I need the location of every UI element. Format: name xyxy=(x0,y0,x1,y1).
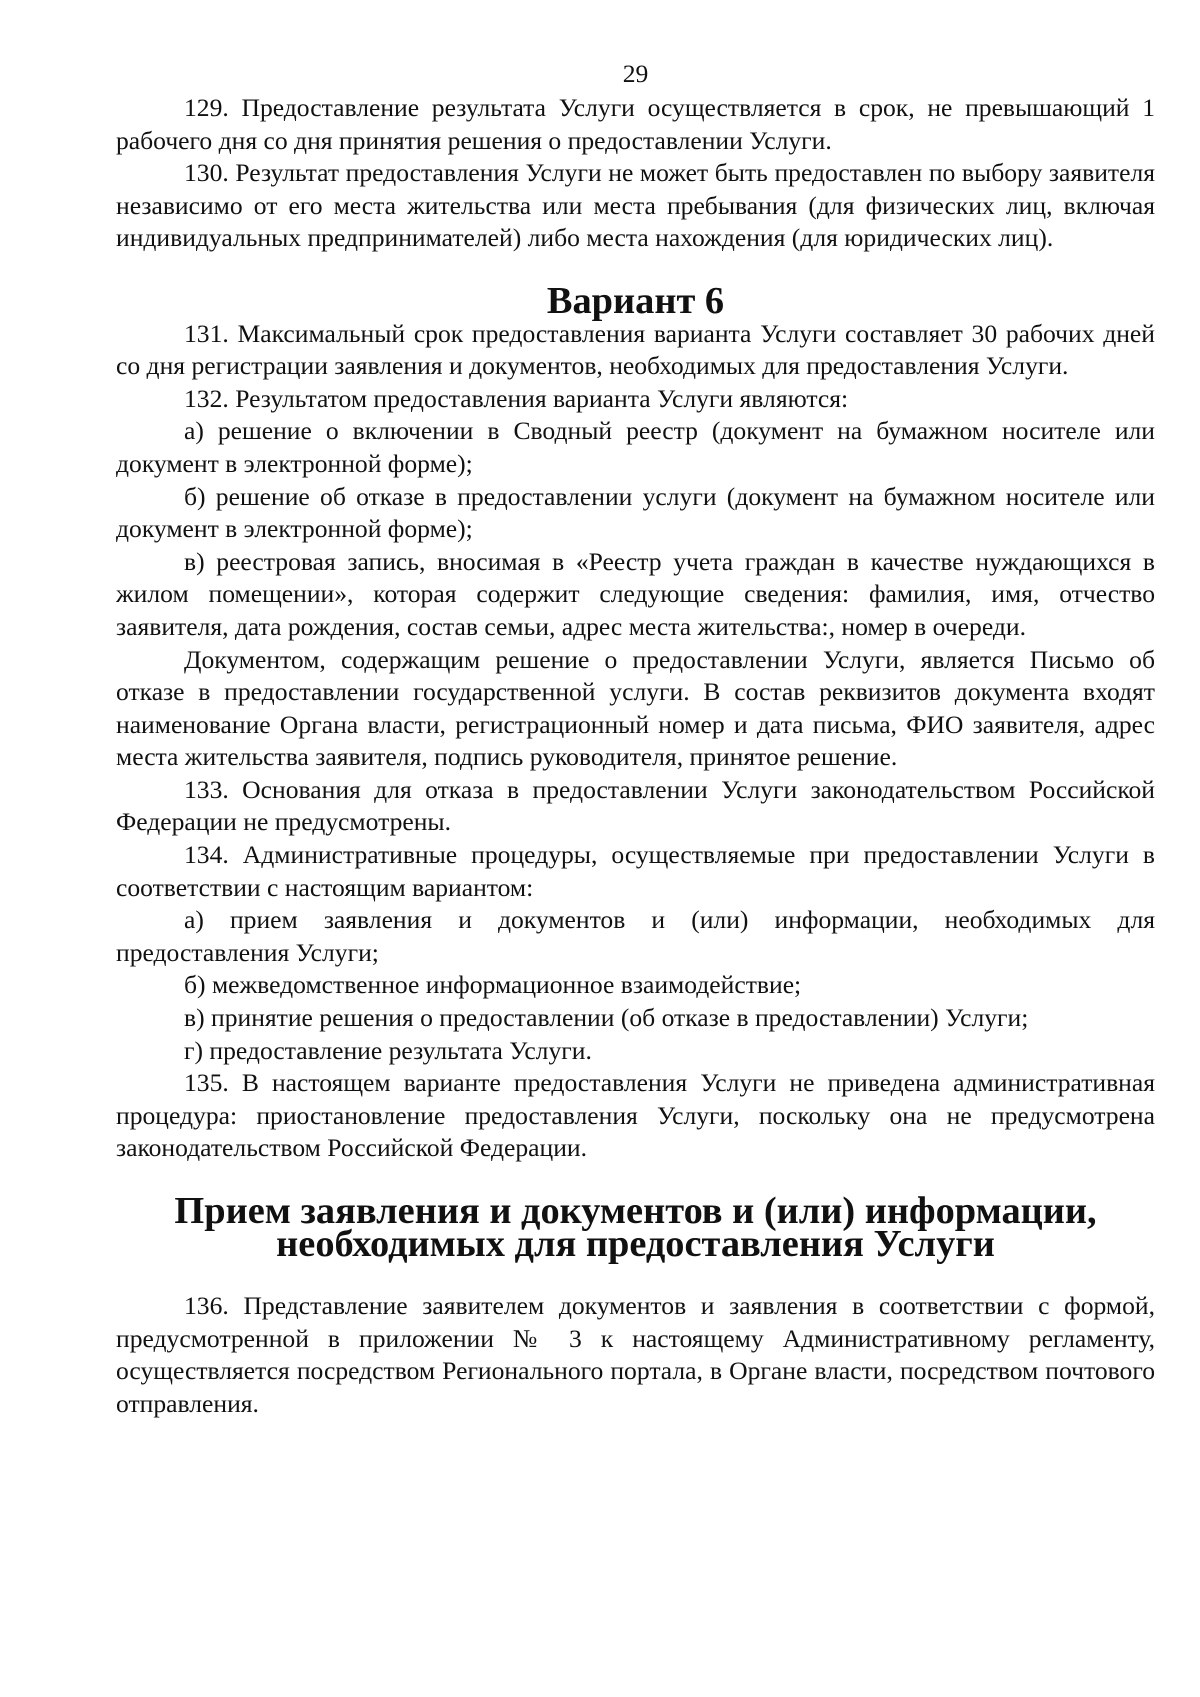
list-item-132-a: а) решение о включении в Сводный реестр (документ на бумажном носителе или документ в электронной форме); xyxy=(116,416,1155,478)
paragraph-130: 130. Результат предоставления Услуги не может быть предоставлен по выбору заявителя независимо от его места жительства или места пребывания (для физических лиц, включая индивидуальных предпринимателей) либо места нахождения (для юридических лиц). xyxy=(116,158,1155,253)
paragraph-135: 135. В настоящем варианте предоставления Услуги не приведена административная процедура: приостановление предоставления Услуги, поскольку она не предусмотрена законодательством Российской Федерации. xyxy=(116,1068,1155,1163)
paragraph-134: 134. Административные процедуры, осуществляемые при предоставлении Услуги в соответствии с настоящим вариантом: xyxy=(116,840,1155,902)
list-item-134-b: б) межведомственное информационное взаимодействие; xyxy=(184,970,802,1000)
page-number: 29 xyxy=(622,59,649,88)
document-page xyxy=(116,58,1155,1421)
paragraph-136: 136. Представление заявителем документов и заявления в соответствии с формой, предусмотренной в приложении № 3 к настоящему Административному регламенту, осуществляется посредством Регионального портала, в Органе власти, посредством почтового отправления. xyxy=(116,1291,1155,1418)
list-item-132-b: б) решение об отказе в предоставлении услуги (документ на бумажном носителе или документ в электронной форме); xyxy=(116,481,1155,544)
list-item-134-v: в) принятие решения о предоставлении (об отказе в предоставлении) Услуги; xyxy=(184,1003,1029,1033)
paragraph-132: 132. Результатом предоставления варианта Услуги являются: xyxy=(184,383,849,413)
paragraph-133: 133. Основания для отказа в предоставлении Услуги законодательством Российской Федерации не предусмотрены. xyxy=(116,774,1155,837)
list-item-134-a: а) прием заявления и документов и (или) информации, необходимых для предоставления Услуги; xyxy=(116,905,1155,967)
list-item-134-g: г) предоставление результата Услуги. xyxy=(184,1035,592,1065)
list-item-132-v: в) реестровая запись, вносимая в «Реестр учета граждан в качестве нуждающихся в жилом помещении», которая содержит следующие сведения: фамилия, имя, отчество заявителя, дата рождения, состав семьи, адрес места жительства:, номер в очереди. xyxy=(116,546,1155,641)
paragraph-131: 131. Максимальный срок предоставления варианта Услуги составляет 30 рабочих дней со дня регистрации заявления и документов, необходимых для предоставления Услуги. xyxy=(116,318,1155,381)
paragraph-decision-document: Документом, содержащим решение о предоставлении Услуги, является Письмо об отказе в предоставлении государственной услуги. В состав реквизитов документа входят наименование Органа власти, регистрационный номер и дата письма, ФИО заявителя, адрес места жительства заявителя, подпись руководителя, принятое решение. xyxy=(116,644,1155,772)
variant-heading: Вариант 6 xyxy=(546,279,725,322)
paragraph-129: 129. Предоставление результата Услуги осуществляется в срок, не превышающий 1 рабочего дня со дня принятия решения о предоставлении Услуги. xyxy=(116,93,1155,155)
section-heading: Прием заявления и документов и (или) информации, необходимых для предоставления Услуги xyxy=(174,1190,1097,1265)
